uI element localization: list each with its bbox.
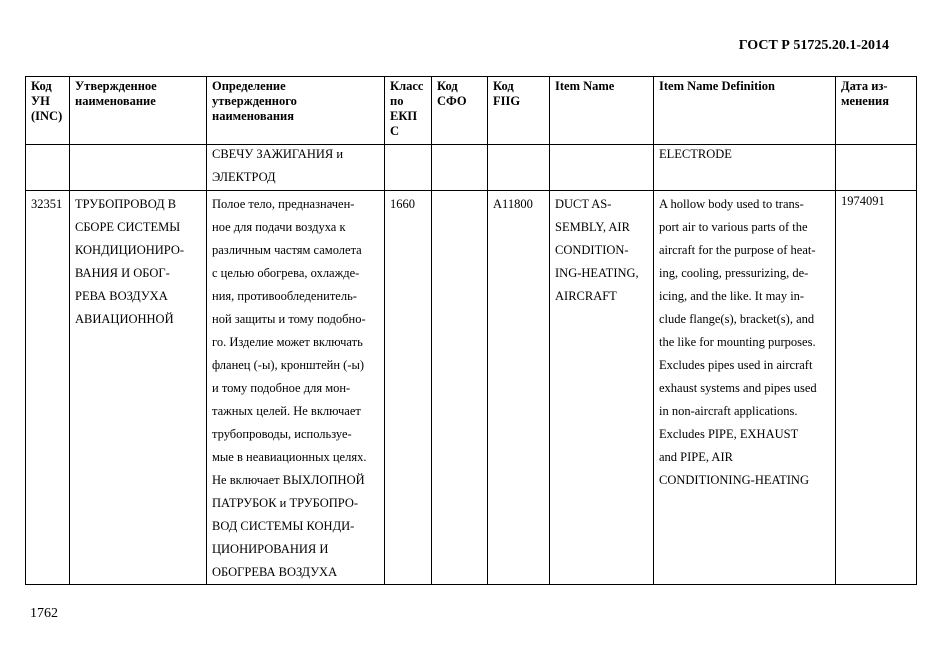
- class-cell: [385, 191, 432, 585]
- col-header: [207, 77, 385, 145]
- cell-line: DUCT AS-: [555, 197, 612, 211]
- cell-line: and PIPE, AIR: [659, 450, 733, 464]
- cell-line: A hollow body used to trans-: [659, 197, 804, 211]
- col-header-line: УН: [31, 94, 50, 108]
- date-value: 1974091: [841, 194, 885, 208]
- definition-cell: [207, 191, 385, 585]
- col-header-line: FIIG: [493, 94, 521, 108]
- col-header: [432, 77, 488, 145]
- name-cell: [70, 191, 207, 585]
- cell-line: ТРУБОПРОВОД В: [75, 197, 177, 211]
- col-header-line: С: [390, 124, 400, 138]
- date-cell: [836, 191, 917, 585]
- col-header-line: (INC): [31, 109, 63, 123]
- cell-line: SEMBLY, AIR: [555, 220, 630, 234]
- continued-row: [26, 145, 917, 191]
- cell-line: Excludes PIPE, EXHAUST: [659, 427, 799, 441]
- cell-line: с целью обогрева, охлажде-: [212, 266, 360, 280]
- cell-line: Полое тело, предназначен-: [212, 197, 355, 211]
- col-header-line: Дата из-: [841, 79, 888, 93]
- cell-line: Не включает ВЫХЛОПНОЙ: [212, 473, 365, 487]
- col-header-line: Код: [31, 79, 52, 93]
- col-header-line: Item Name: [555, 79, 615, 93]
- inc-cell: [26, 191, 70, 585]
- col-header-line: утвержденного: [212, 94, 297, 108]
- col-header: [836, 77, 917, 145]
- col-header-line: по: [390, 94, 404, 108]
- cell-line: aircraft for the purpose of heat-: [659, 243, 816, 257]
- item-definition-cell: [654, 145, 836, 191]
- item-name-cell: [550, 145, 654, 191]
- header-row: [26, 77, 917, 145]
- page-number: 1762: [30, 606, 58, 621]
- cell-line: clude flange(s), bracket(s), and: [659, 312, 815, 326]
- cell-line: го. Изделие может включать: [212, 335, 363, 349]
- date-cell: [836, 145, 917, 191]
- name-cell: [70, 145, 207, 191]
- col-header-line: наименование: [75, 94, 156, 108]
- col-header: [654, 77, 836, 145]
- cell-line: ной защиты и тому подобно-: [212, 312, 366, 326]
- cell-line: ING-HEATING,: [555, 266, 639, 280]
- cell-line: ния, противообледенитель-: [212, 289, 357, 303]
- cell-line: Excludes pipes used in aircraft: [659, 358, 813, 372]
- col-header-line: СФО: [437, 94, 467, 108]
- cell-line: КОНДИЦИОНИРО-: [75, 243, 185, 257]
- cell-line: ОБОГРЕВА ВОЗДУХА: [212, 565, 338, 579]
- cell-line: и тому подобное для мон-: [212, 381, 351, 395]
- cell-line: exhaust systems and pipes used: [659, 381, 817, 395]
- fiig-value: A11800: [493, 197, 533, 211]
- col-header-line: ЕКП: [390, 109, 418, 123]
- cell-line: CONDITIONING-HEATING: [659, 473, 809, 487]
- cell-line: фланец (-ы), кронштейн (-ы): [212, 358, 365, 372]
- cell-line: ное для подачи воздуха к: [212, 220, 346, 234]
- sfo-cell: [432, 191, 488, 585]
- table-row: [26, 191, 917, 585]
- class-value: 1660: [390, 197, 415, 211]
- cell-line: ing, cooling, pressurizing, de-: [659, 266, 809, 280]
- col-header: [26, 77, 70, 145]
- cell-line: тажных целей. Не включает: [212, 404, 361, 418]
- fiig-cell: [488, 145, 550, 191]
- inc-value: 32351: [31, 197, 63, 211]
- fiig-cell: [488, 191, 550, 585]
- cell-line: the like for mounting purposes.: [659, 335, 816, 349]
- col-header-line: Утвержденное: [75, 79, 157, 93]
- cell-line: трубопроводы, используе-: [212, 427, 352, 441]
- cell-line: icing, and the like. It may in-: [659, 289, 805, 303]
- cell-line: СБОРЕ СИСТЕМЫ: [75, 220, 181, 234]
- col-header-line: менения: [841, 94, 889, 108]
- col-header-line: Код: [493, 79, 514, 93]
- cell-line: мые в неавиационных целях.: [212, 450, 367, 464]
- cell-line: ВАНИЯ И ОБОГ-: [75, 266, 170, 280]
- cell-line: РЕВА ВОЗДУХА: [75, 289, 168, 303]
- cell-line: in non-aircraft applications.: [659, 404, 798, 418]
- cell-line: port air to various parts of the: [659, 220, 808, 234]
- col-header-line: Код: [437, 79, 458, 93]
- col-header: [488, 77, 550, 145]
- class-cell: [385, 145, 432, 191]
- catalog-table: [25, 76, 917, 585]
- cell-line: различным частям самолета: [212, 243, 362, 257]
- col-header-line: Класс: [390, 79, 424, 93]
- col-header-line: Item Name Definition: [659, 79, 775, 93]
- cell-line: ELECTRODE: [659, 147, 732, 161]
- cell-line: ЭЛЕКТРОД: [212, 170, 276, 184]
- col-header-line: наименования: [212, 109, 295, 123]
- sfo-cell: [432, 145, 488, 191]
- col-header-line: Определение: [212, 79, 286, 93]
- item-name-cell: [550, 191, 654, 585]
- cell-line: АВИАЦИОННОЙ: [75, 312, 174, 326]
- col-header: [550, 77, 654, 145]
- document-header: ГОСТ Р 51725.20.1-2014: [738, 38, 889, 53]
- cell-line: ПАТРУБОК и ТРУБОПРО-: [212, 496, 359, 510]
- cell-line: CONDITION-: [555, 243, 629, 257]
- definition-cell: [207, 145, 385, 191]
- cell-line: AIRCRAFT: [555, 289, 617, 303]
- cell-line: ВОД СИСТЕМЫ КОНДИ-: [212, 519, 355, 533]
- col-header: [385, 77, 432, 145]
- cell-line: ЦИОНИРОВАНИЯ И: [212, 542, 329, 556]
- col-header: [70, 77, 207, 145]
- inc-cell: [26, 145, 70, 191]
- cell-line: СВЕЧУ ЗАЖИГАНИЯ и: [212, 147, 344, 161]
- item-definition-cell: [654, 191, 836, 585]
